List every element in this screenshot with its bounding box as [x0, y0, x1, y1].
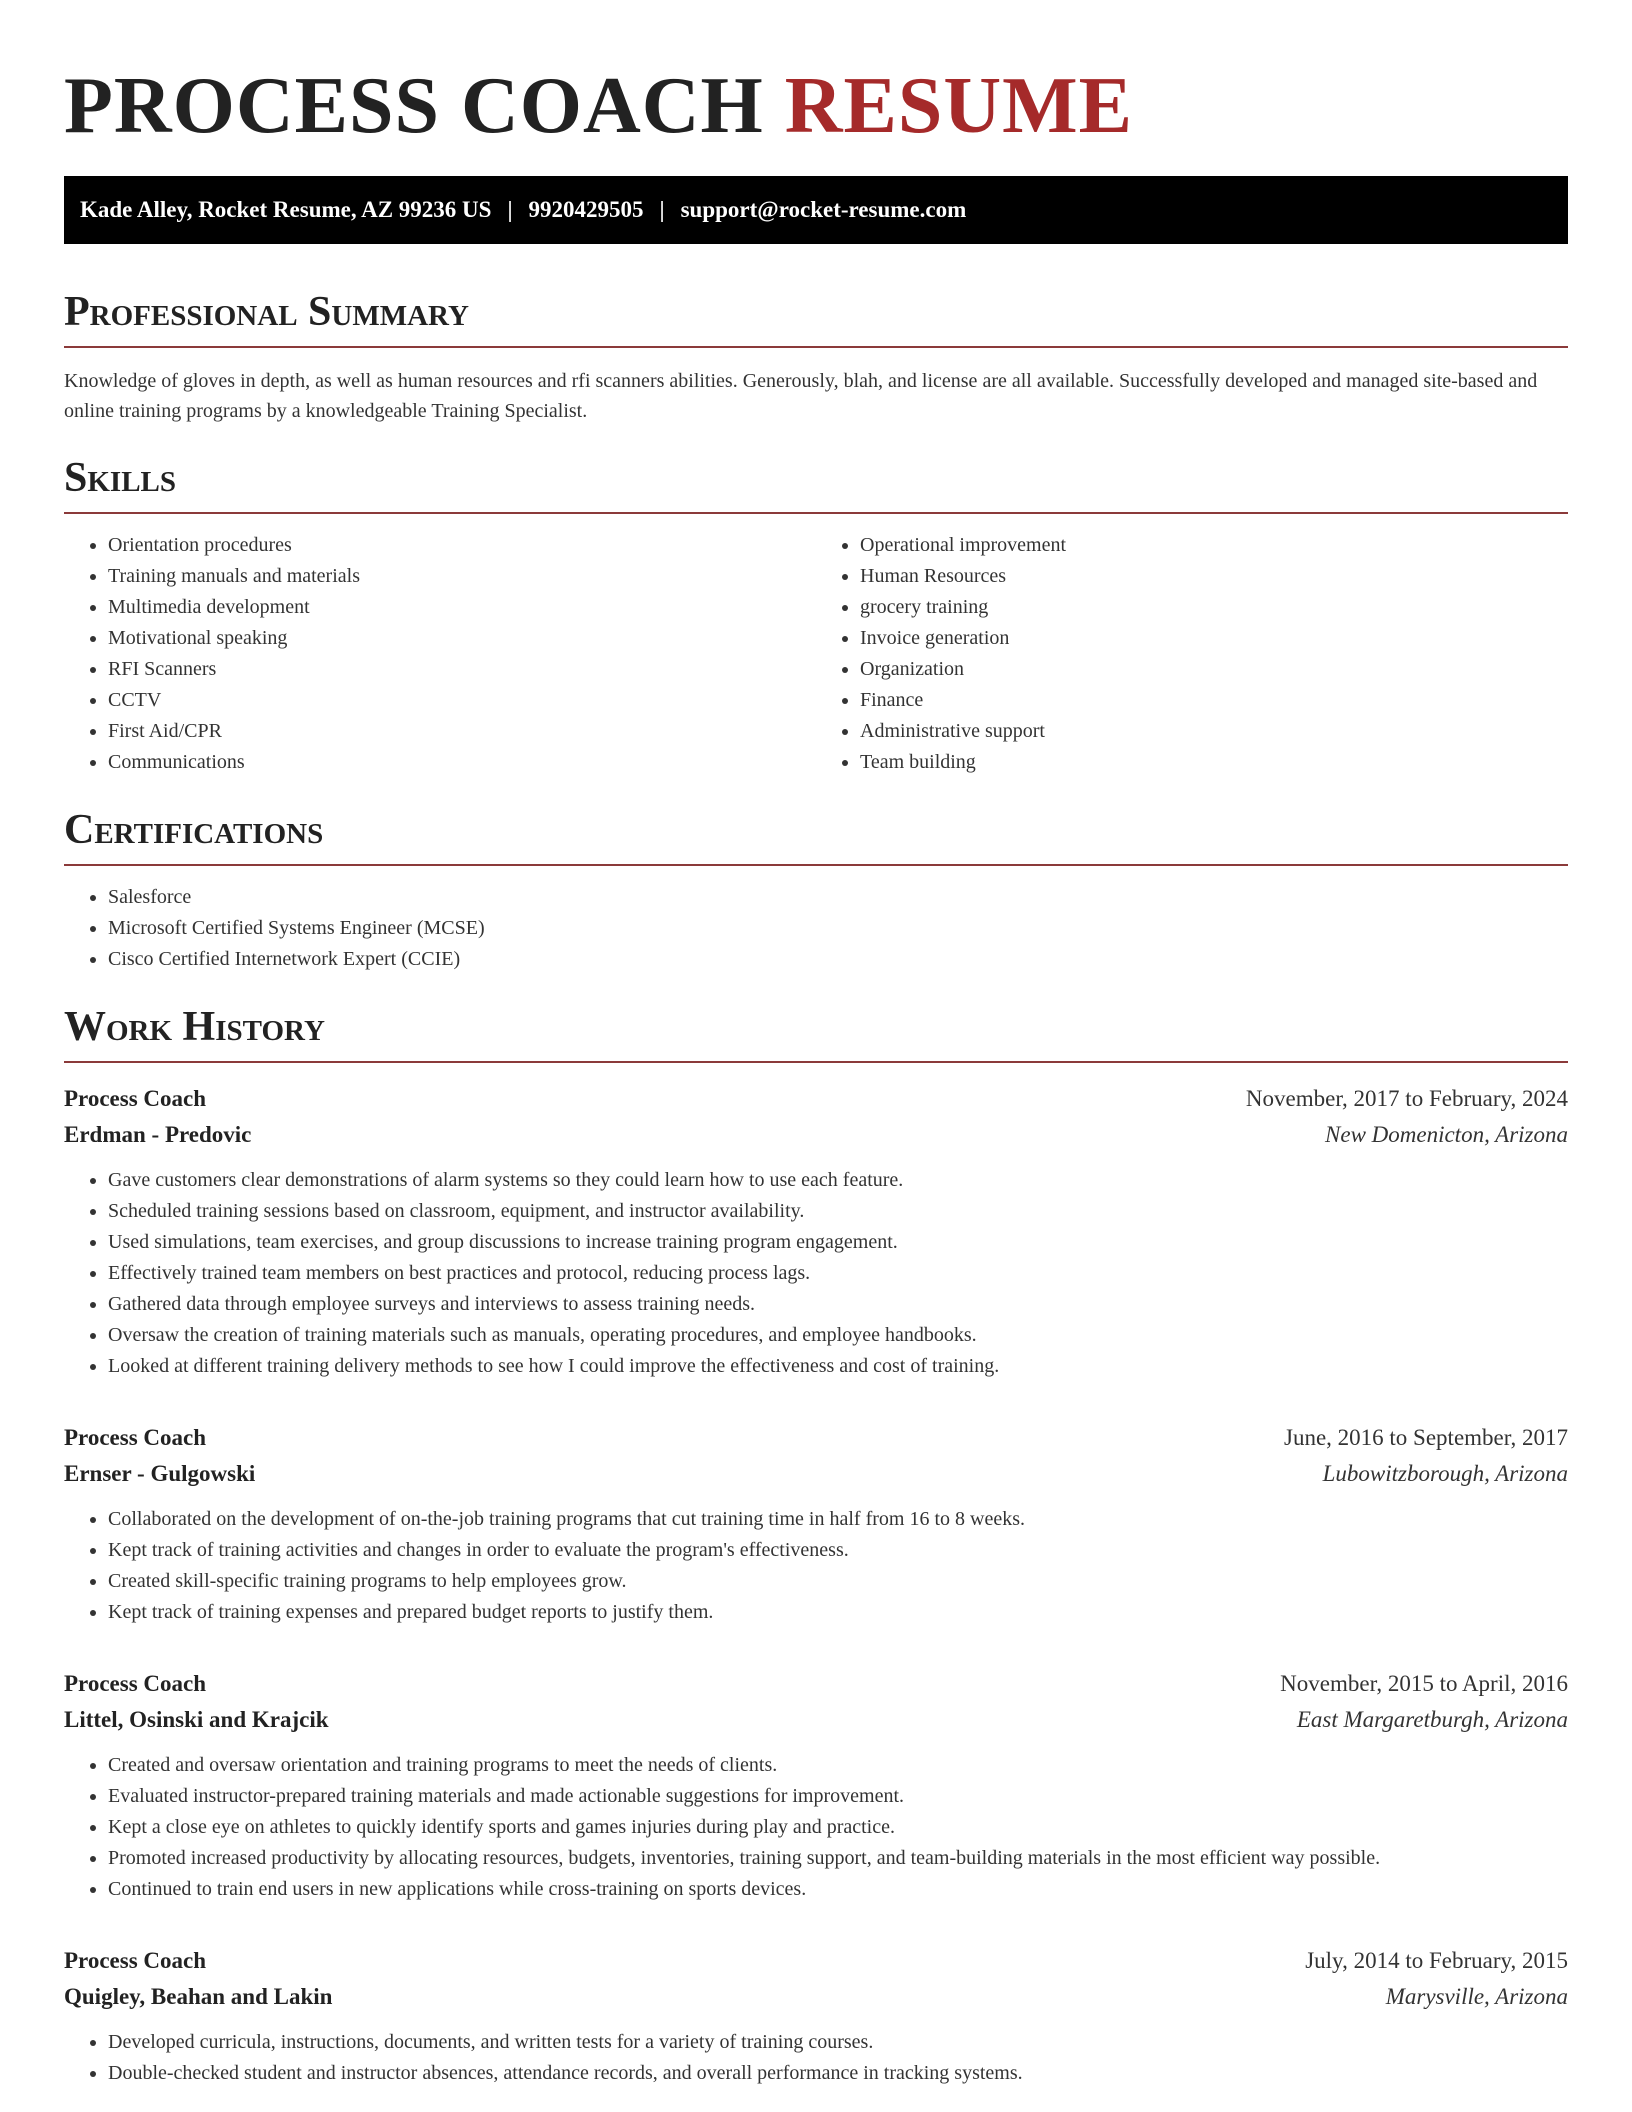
skill-item: • Invoice generation	[860, 623, 1568, 654]
job-bullet: • Double-checked student and instructor absences, attendance records, and overall performance in tracking systems.	[108, 2058, 1568, 2089]
job-entry	[64, 1081, 1568, 1382]
job-bullet: • Gathered data through employee surveys and interviews to assess training needs.	[108, 1289, 1568, 1320]
resume-title	[64, 0, 1568, 176]
skill-item: • Training manuals and materials	[108, 561, 816, 592]
job-location: Marysville, Arizona	[1385, 1984, 1568, 2009]
job-company-row	[64, 1979, 1568, 2015]
skill-item: • RFI Scanners	[108, 654, 816, 685]
job-dates: November, 2017 to February, 2024	[1245, 1086, 1568, 1111]
skills-section	[64, 454, 1568, 778]
contact-separator: |	[507, 197, 513, 222]
job-entry	[64, 1666, 1568, 1905]
job-bullet: • Collaborated on the development of on-the-job training programs that cut training time in half from 16 to 8 weeks.	[108, 1504, 1568, 1535]
skill-item: • Team building	[860, 747, 1568, 778]
contact-separator: |	[659, 197, 665, 222]
job-bullets	[64, 1504, 1568, 1628]
job-entry	[64, 1943, 1568, 2089]
job-bullet: • Kept a close eye on athletes to quickly identify sports and games injuries during play and practice.	[108, 1812, 1568, 1843]
skill-item: • Operational improvement	[860, 530, 1568, 561]
title-main: PROCESS COACH	[64, 62, 764, 150]
skill-item: • Administrative support	[860, 716, 1568, 747]
job-bullet: • Kept track of training expenses and prepared budget reports to justify them.	[108, 1597, 1568, 1628]
job-company: Ernser - Gulgowski	[64, 1461, 256, 1486]
job-bullets	[64, 1165, 1568, 1382]
skill-item: • First Aid/CPR	[108, 716, 816, 747]
job-header-row	[64, 1081, 1568, 1117]
skills-heading: Skills	[64, 454, 1568, 514]
job-bullet: • Effectively trained team members on best practices and protocol, reducing process lags.	[108, 1258, 1568, 1289]
certifications-heading: Certifications	[64, 806, 1568, 866]
job-title: Process Coach	[64, 1086, 207, 1111]
skills-grid	[64, 530, 1568, 778]
job-title: Process Coach	[64, 1425, 207, 1450]
work-history-heading: Work History	[64, 1003, 1568, 1063]
job-bullet: • Created and oversaw orientation and training programs to meet the needs of clients.	[108, 1750, 1568, 1781]
job-company: Littel, Osinski and Krajcik	[64, 1707, 329, 1732]
job-bullet: • Gave customers clear demonstrations of alarm systems so they could learn how to use each feature.	[108, 1165, 1568, 1196]
title-accent: RESUME	[784, 62, 1134, 150]
summary-heading: Professional Summary	[64, 288, 1568, 348]
job-dates: November, 2015 to April, 2016	[1280, 1671, 1568, 1696]
job-header-row	[64, 1420, 1568, 1456]
job-company: Erdman - Predovic	[64, 1122, 252, 1147]
job-bullet: • Evaluated instructor-prepared training materials and made actionable suggestions for improvement.	[108, 1781, 1568, 1812]
job-company-row	[64, 1456, 1568, 1492]
job-header-row	[64, 1666, 1568, 1702]
skill-item: • Organization	[860, 654, 1568, 685]
job-location: New Domenicton, Arizona	[1325, 1122, 1568, 1147]
job-bullet: • Oversaw the creation of training materials such as manuals, operating procedures, and employee handbooks.	[108, 1320, 1568, 1351]
summary-section	[64, 288, 1568, 426]
job-bullet: • Continued to train end users in new applications while cross-training on sports devices.	[108, 1874, 1568, 1905]
skill-item: • Human Resources	[860, 561, 1568, 592]
job-bullet: • Developed curricula, instructions, documents, and written tests for a variety of training courses.	[108, 2027, 1568, 2058]
certification-item: • Microsoft Certified Systems Engineer (MCSE)	[108, 913, 1568, 944]
job-bullet: • Looked at different training delivery methods to see how I could improve the effectiveness and cost of training.	[108, 1351, 1568, 1382]
job-bullet: • Used simulations, team exercises, and group discussions to increase training program engagement.	[108, 1227, 1568, 1258]
contact-address: Kade Alley, Rocket Resume, AZ 99236 US	[80, 197, 492, 222]
skill-item: • Motivational speaking	[108, 623, 816, 654]
certifications-list	[64, 882, 1568, 975]
job-company-row	[64, 1117, 1568, 1153]
job-dates: June, 2016 to September, 2017	[1284, 1425, 1568, 1450]
skill-item: • Orientation procedures	[108, 530, 816, 561]
summary-text: Knowledge of gloves in depth, as well as human resources and rfi scanners abilities. Generously, blah, and license are all available. Successfully developed and managed site-based and online training programs by a knowledgeable Training Specialist.	[64, 370, 1538, 422]
work-history-section	[64, 1003, 1568, 2089]
job-header-row	[64, 1943, 1568, 1979]
skills-list-left	[64, 530, 816, 778]
job-title: Process Coach	[64, 1671, 207, 1696]
job-title: Process Coach	[64, 1948, 207, 1973]
job-entry	[64, 1420, 1568, 1628]
skill-item: • Communications	[108, 747, 816, 778]
certification-item: • Cisco Certified Internetwork Expert (CCIE)	[108, 944, 1568, 975]
job-location: Lubowitzborough, Arizona	[1322, 1461, 1568, 1486]
job-bullet: • Scheduled training sessions based on classroom, equipment, and instructor availability.	[108, 1196, 1568, 1227]
job-bullet: • Promoted increased productivity by allocating resources, budgets, inventories, training support, and team-building materials in the most efficient way possible.	[108, 1843, 1568, 1874]
contact-email: support@rocket-resume.com	[680, 197, 967, 222]
job-company-row	[64, 1702, 1568, 1738]
skill-item: • grocery training	[860, 592, 1568, 623]
job-bullet: • Created skill-specific training programs to help employees grow.	[108, 1566, 1568, 1597]
job-company: Quigley, Beahan and Lakin	[64, 1984, 333, 2009]
skill-item: • CCTV	[108, 685, 816, 716]
job-dates: July, 2014 to February, 2015	[1305, 1948, 1568, 1973]
job-bullets	[64, 1750, 1568, 1905]
skill-item: • Multimedia development	[108, 592, 816, 623]
contact-bar	[64, 176, 1568, 244]
skills-list-right	[816, 530, 1568, 778]
contact-phone: 9920429505	[528, 197, 644, 222]
job-bullet: • Kept track of training activities and changes in order to evaluate the program's effectiveness.	[108, 1535, 1568, 1566]
certification-item: • Salesforce	[108, 882, 1568, 913]
certifications-section	[64, 806, 1568, 975]
job-bullets	[64, 2027, 1568, 2089]
skill-item: • Finance	[860, 685, 1568, 716]
job-location: East Margaretburgh, Arizona	[1296, 1707, 1568, 1732]
